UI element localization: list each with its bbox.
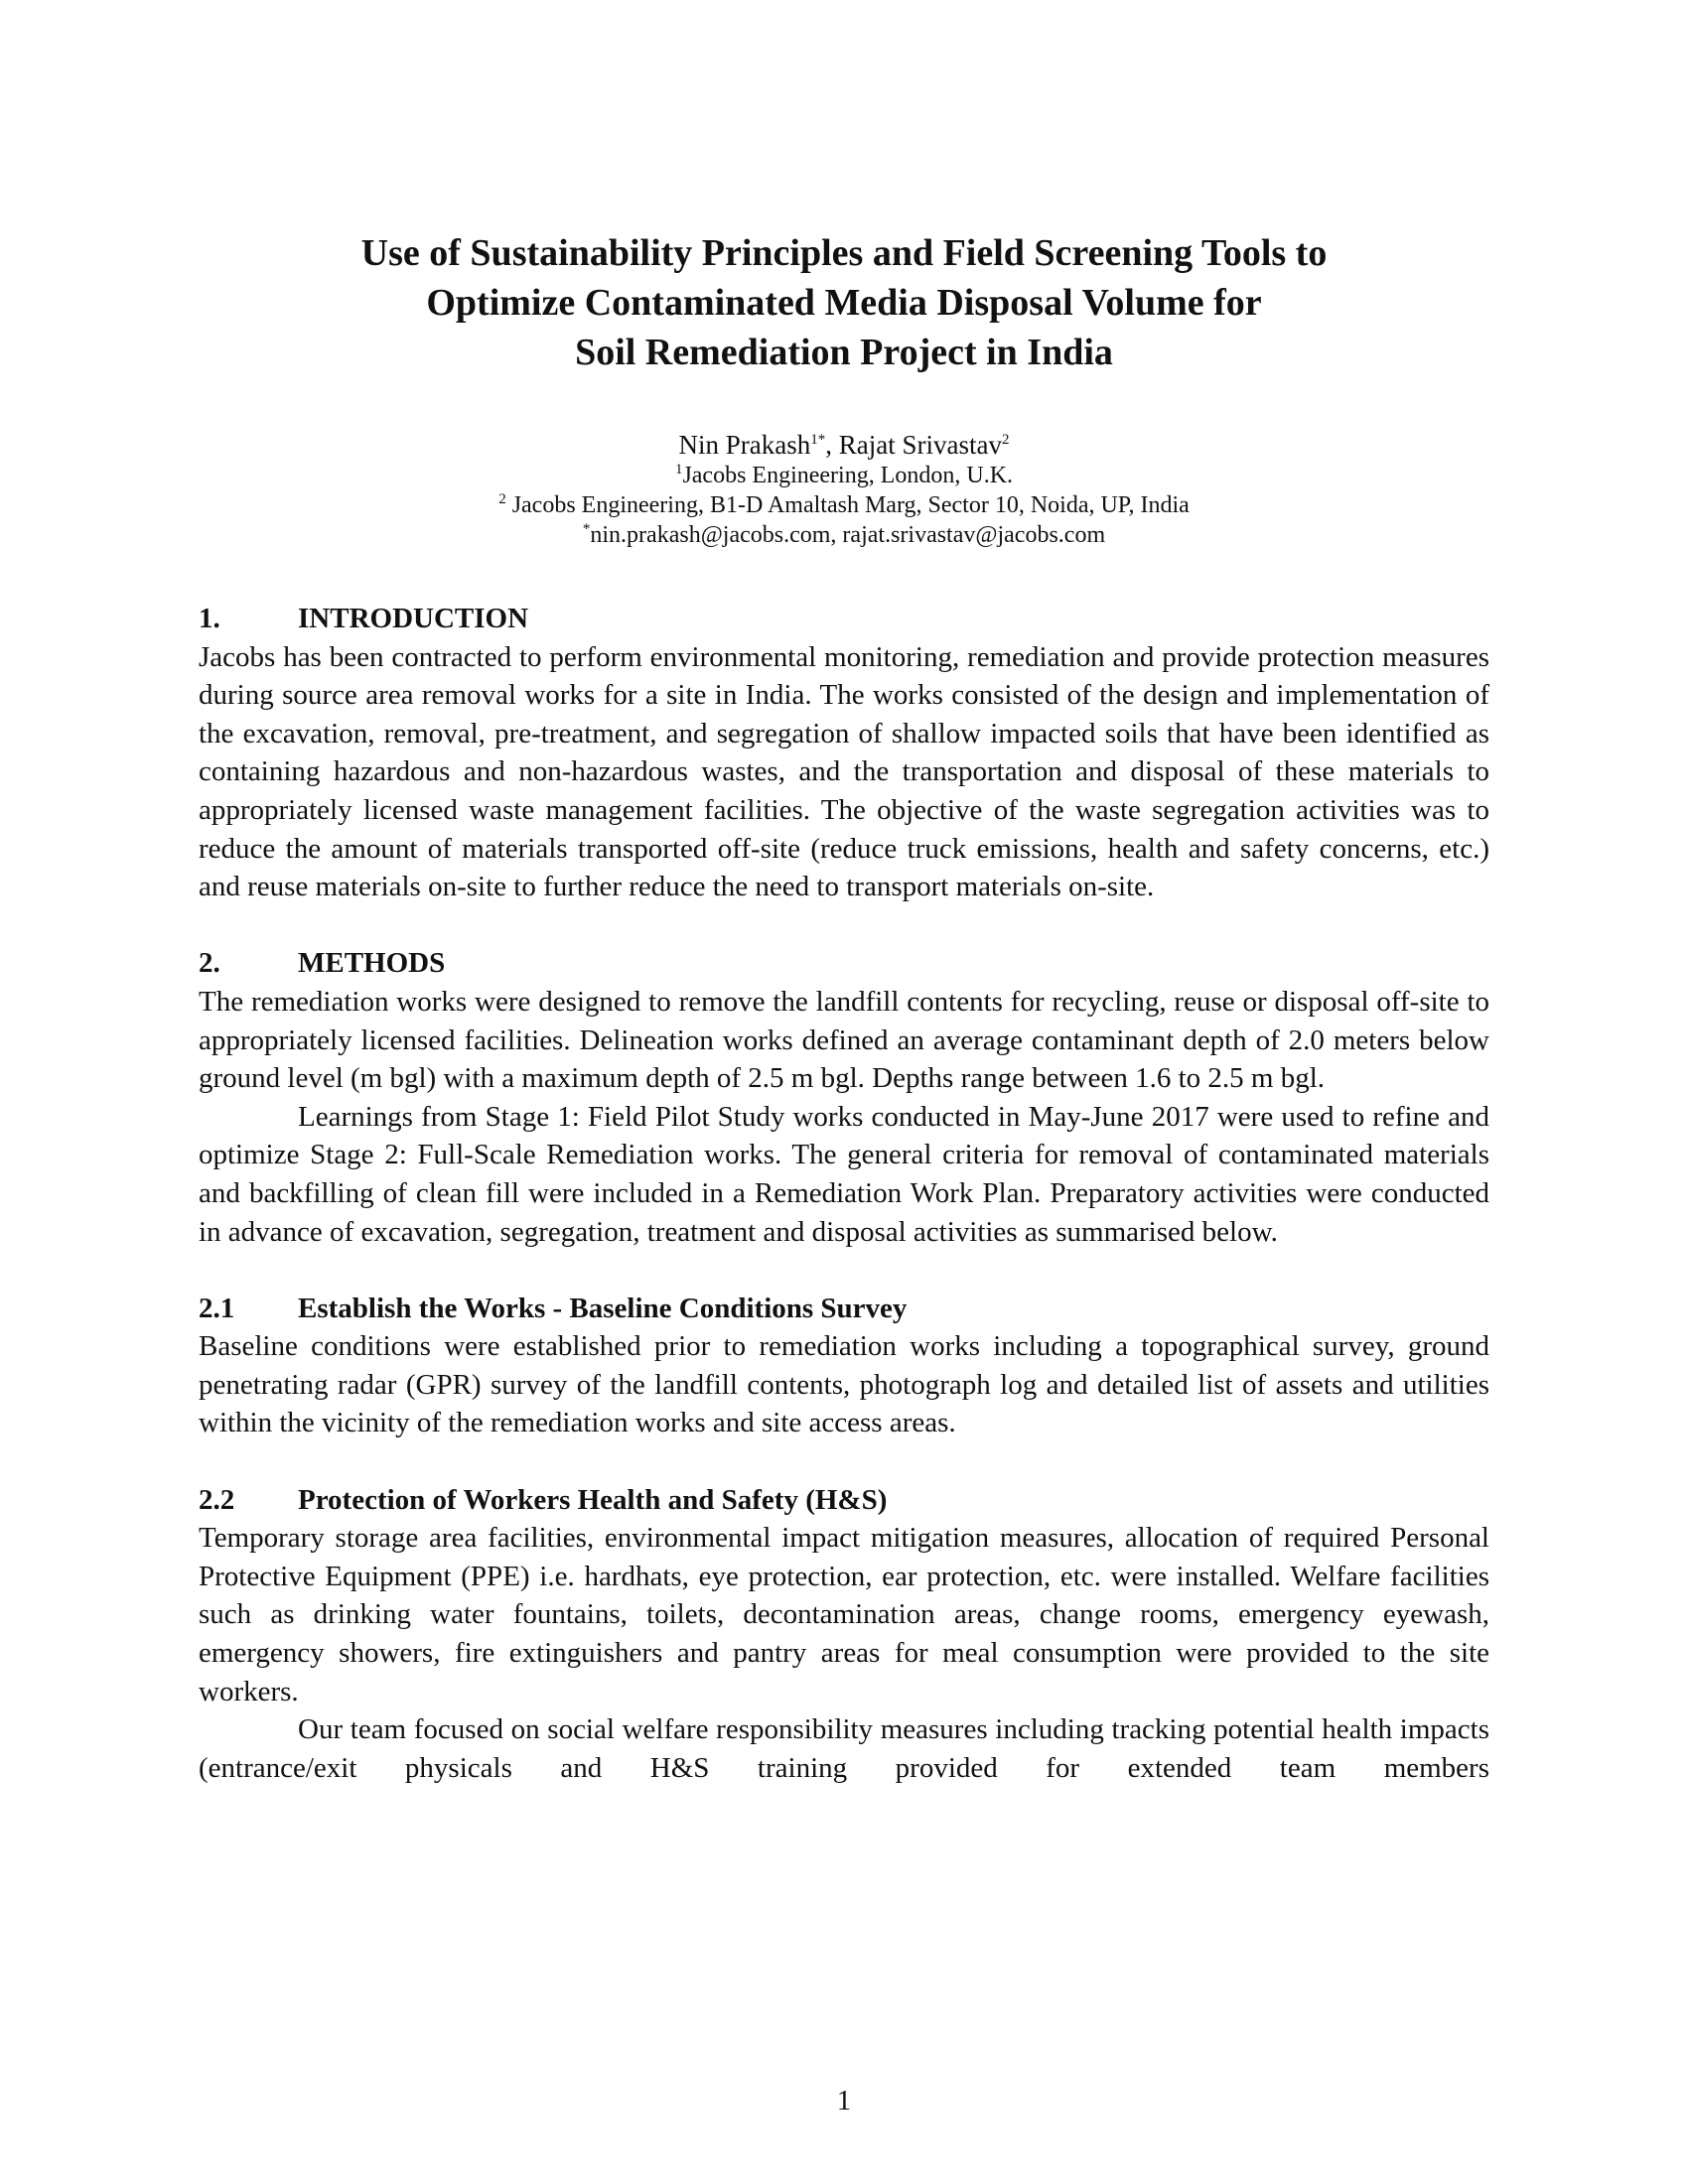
paper-title	[199, 228, 1489, 377]
affiliation-2-superscript: 2	[498, 491, 506, 507]
section-title: METHODS	[298, 947, 446, 980]
health-safety-paragraph-2: Our team focused on social welfare responsibility measures including tracking potential health impacts (entrance/exit physicals and H&S training provided for extended team members	[199, 1713, 1489, 1784]
section-title: Establish the Works - Baseline Conditions Survey	[298, 1292, 908, 1324]
methods-paragraph-2: Learnings from Stage 1: Field Pilot Study works conducted in May-June 2017 were used to refine and optimize Stage 2: Full-Scale Remediation works. The general criteria for removal of contaminated materials and backfilling of clean fill were included in a Remediation Work Plan. Preparatory activities were conducted in advance of excavation, segregation, treatment and disposal activities as summarised below.	[199, 1100, 1489, 1248]
introduction-paragraph: Jacobs has been contracted to perform environmental monitoring, remediation and provide protection measures during source area removal works for a site in India. The works consisted of the design and implementation of the excavation, removal, pre-treatment, and segregation of shallow impacted soils that have been identified as containing hazardous and non-hazardous wastes, and the transportation and disposal of these materials to appropriately licensed waste management facilities. The objective of the waste segregation activities was to reduce the amount of materials transported off-site (reduce truck emissions, health and safety concerns, etc.) and reuse materials on-site to further reduce the need to transport materials on-site.	[199, 640, 1489, 903]
baseline-survey-paragraph: Baseline conditions were established prior to remediation works including a topographical survey, ground penetrating radar (GPR) survey of the landfill contents, photograph log and detailed list of assets and utilities within the vicinity of the remediation works and site access areas.	[199, 1330, 1489, 1439]
section-spacer	[199, 1442, 1489, 1481]
author-1-superscript: 1*	[810, 432, 826, 448]
affiliation-1-superscript: 1	[674, 462, 683, 478]
affiliation-1-text: Jacobs Engineering, London, U.K.	[682, 463, 1014, 488]
section-heading-introduction	[199, 600, 1489, 638]
author-emails	[199, 520, 1489, 550]
author-2-name: Rajat Srivastav	[838, 430, 1002, 460]
section-number: 1.	[199, 603, 220, 634]
author-1-name: Nin Prakash	[678, 430, 811, 460]
section-title: INTRODUCTION	[298, 603, 529, 634]
author-2-superscript: 2	[1001, 432, 1010, 448]
section-heading-baseline-survey	[199, 1290, 1489, 1328]
section-heading-health-safety	[199, 1481, 1489, 1520]
page-number: 1	[836, 2085, 852, 2116]
health-safety-paragraph-1: Temporary storage area facilities, environmental impact mitigation measures, allocation of required Personal Protective Equipment (PPE) i.e. hardhats, eye protection, ear protection, etc. were installed. Welfare facilities such as drinking water fountains, toilets, decontamination areas, change rooms, emergency eyewash, emergency showers, fire extinguishers and pantry areas for meal consumption were provided to the site workers.	[199, 1522, 1489, 1707]
section-number: 2.1	[199, 1292, 235, 1324]
title-line-2: Optimize Contaminated Media Disposal Volume for	[426, 282, 1262, 324]
email-addresses[interactable]: nin.prakash@jacobs.com, rajat.srivastav@jacobs.com	[590, 522, 1106, 548]
section-title: Protection of Workers Health and Safety (H&S)	[298, 1483, 888, 1516]
affiliation-2	[199, 490, 1489, 520]
author-separator: ,	[825, 430, 839, 460]
email-superscript: *	[582, 521, 591, 537]
author-names	[199, 429, 1489, 461]
affiliation-1	[199, 461, 1489, 490]
section-number: 2.	[199, 947, 220, 980]
paper-body	[199, 600, 1489, 1787]
section-spacer	[199, 1251, 1489, 1290]
title-line-1: Use of Sustainability Principles and Field Screening Tools to	[360, 232, 1328, 274]
affiliation-2-text: Jacobs Engineering, B1-D Amaltash Marg, Sector 10, Noida, UP, India	[505, 492, 1190, 518]
author-block	[199, 429, 1489, 550]
methods-paragraph-1: The remediation works were designed to remove the landfill contents for recycling, reuse or disposal off-site to appropriately licensed facilities. Delineation works defined an average contaminant depth of 2.0 meters below ground level (m bgl) with a maximum depth of 2.5 m bgl. Depths range between 1.6 to 2.5 m bgl.	[199, 985, 1489, 1095]
section-number: 2.2	[199, 1483, 235, 1516]
title-line-3: Soil Remediation Project in India	[575, 332, 1113, 373]
section-spacer	[199, 906, 1489, 945]
section-heading-methods	[199, 944, 1489, 983]
